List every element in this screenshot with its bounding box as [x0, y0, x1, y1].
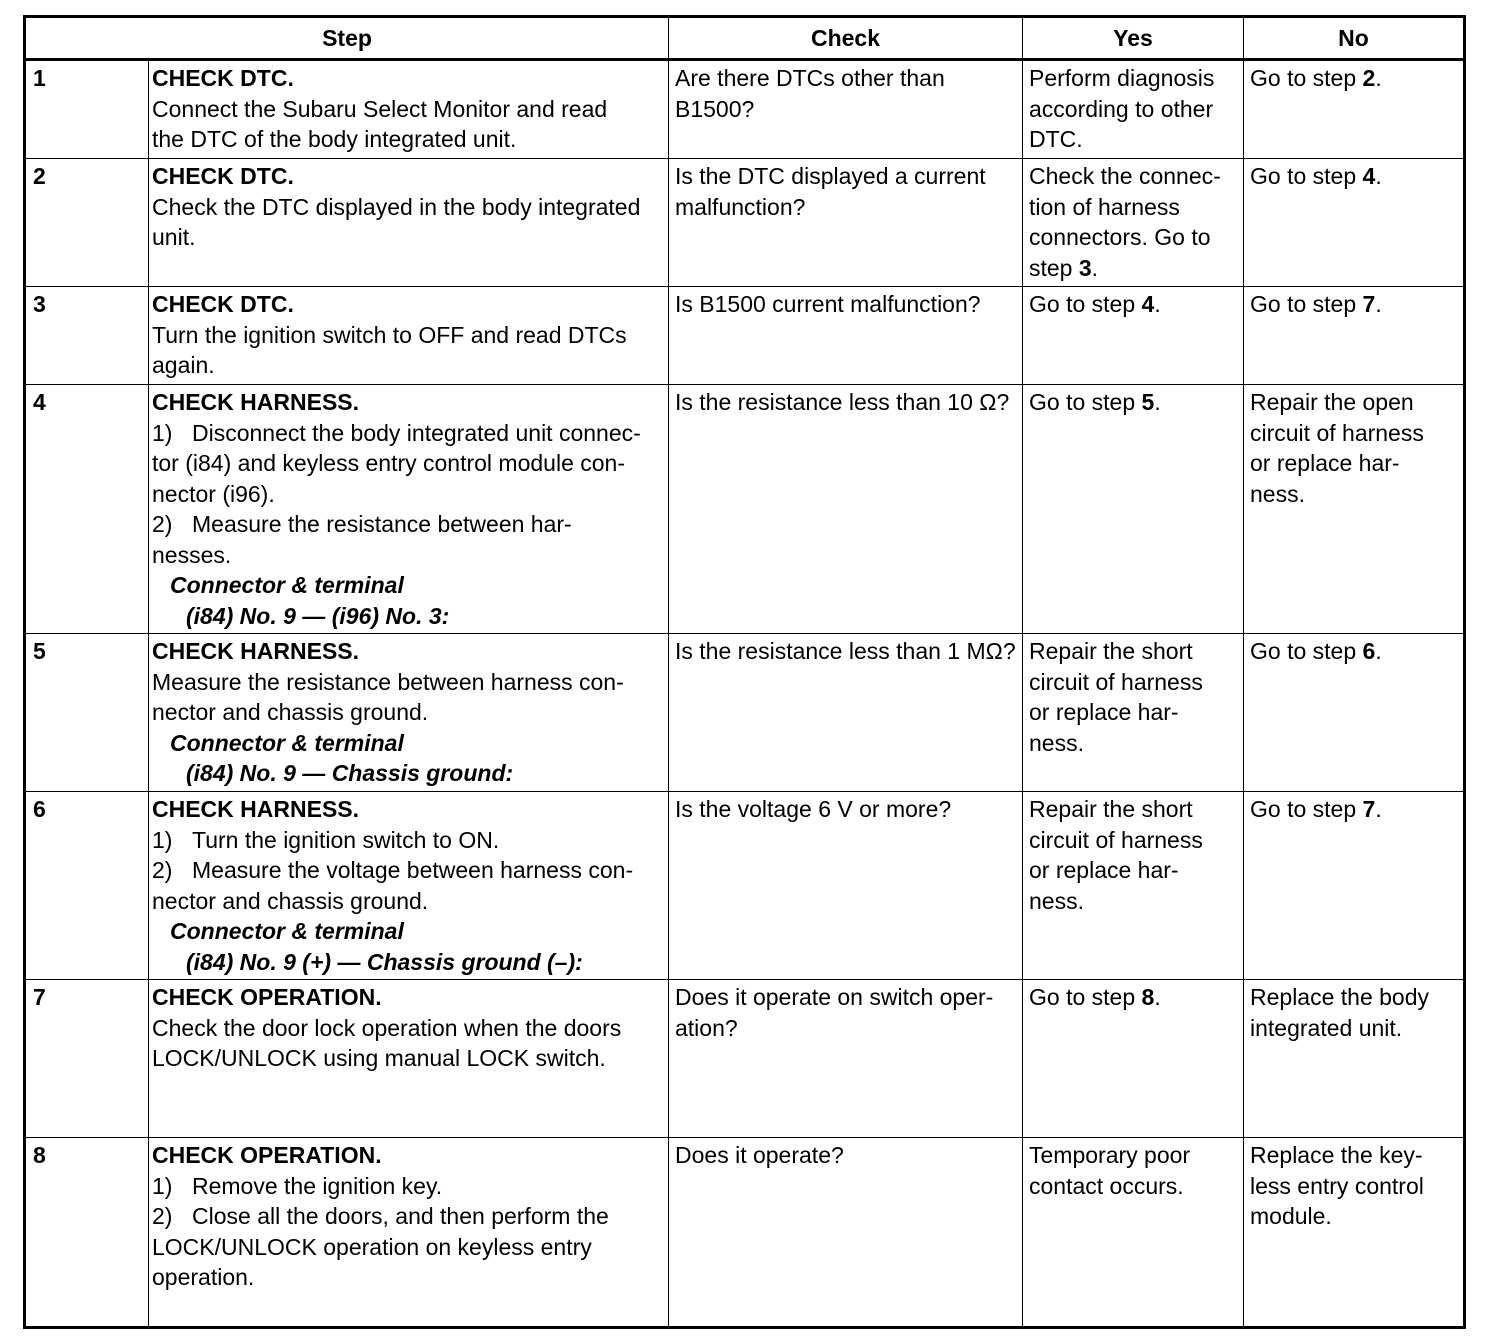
step-number: 6: [25, 792, 149, 980]
yes-cell: [1023, 634, 1244, 792]
yes-line: connectors. Go to: [1029, 224, 1211, 250]
item-text: LOCK/UNLOCK operation on keyless entry: [152, 1233, 592, 1260]
no-suffix: .: [1375, 65, 1382, 91]
step-item: [152, 448, 664, 479]
item-text: Measure the resistance between har-: [192, 511, 572, 537]
step-number: 5: [25, 634, 149, 792]
yes-line: circuit of harness: [1029, 668, 1203, 695]
connector-terminal-label: Connector & terminal: [170, 572, 404, 598]
table-row: [25, 385, 1465, 634]
check-cell: [669, 792, 1023, 980]
no-line: Repair the open: [1250, 389, 1414, 415]
step-description: [149, 634, 669, 792]
yes-suffix: .: [1154, 291, 1161, 317]
check-line: B1500?: [675, 95, 755, 122]
yes-suffix: .: [1154, 984, 1161, 1010]
check-line: ation?: [675, 1014, 738, 1041]
yes-line: tion of harness: [1029, 193, 1180, 220]
step-number: 2: [25, 159, 149, 287]
step-description: [149, 60, 669, 159]
step-line: Turn the ignition switch to OFF and read DTCs: [152, 321, 627, 348]
no-suffix: .: [1375, 291, 1382, 317]
yes-line: contact occurs.: [1029, 1172, 1184, 1199]
table-row: [25, 792, 1465, 980]
check-line: Is the resistance less than 10 Ω?: [675, 389, 1010, 415]
table-row: [25, 1138, 1465, 1328]
step-item: [152, 1262, 664, 1293]
no-text: Go to step: [1250, 638, 1363, 664]
no-suffix: .: [1375, 796, 1382, 822]
item-number: 2): [152, 511, 173, 537]
yes-cell: [1023, 980, 1244, 1138]
no-cell: [1244, 287, 1465, 385]
check-line: Are there DTCs other than: [675, 65, 945, 91]
step-description: [149, 159, 669, 287]
step-number: 8: [25, 1138, 149, 1328]
check-cell: [669, 287, 1023, 385]
no-suffix: .: [1375, 163, 1382, 189]
step-title: CHECK HARNESS.: [152, 638, 360, 664]
no-cell: [1244, 60, 1465, 159]
yes-line: according to other: [1029, 95, 1214, 122]
no-text: Go to step: [1250, 65, 1363, 91]
no-step-ref: 7: [1362, 796, 1376, 822]
connector-terminal-label: Connector & terminal: [170, 918, 404, 944]
item-number: 1): [152, 826, 173, 853]
yes-text: Go to step: [1029, 291, 1142, 317]
step-description: [149, 385, 669, 634]
step-item: [152, 540, 664, 571]
step-line: Check the door lock operation when the doors: [152, 1014, 622, 1041]
step-title: CHECK OPERATION.: [152, 984, 382, 1010]
check-line: Is the resistance less than 1 MΩ?: [675, 638, 1016, 664]
yes-cell: [1023, 792, 1244, 980]
yes-text: Go to step: [1029, 389, 1142, 415]
no-line: circuit of harness: [1250, 419, 1424, 446]
step-item: [152, 509, 664, 540]
diagnostic-procedure-table: [23, 15, 1466, 1329]
no-step-ref: 7: [1362, 291, 1376, 317]
yes-line: DTC.: [1029, 126, 1083, 152]
check-line: Is the voltage 6 V or more?: [675, 796, 952, 822]
step-item: [152, 825, 664, 856]
item-text: tor (i84) and keyless entry control module con-: [152, 450, 625, 476]
step-line: unit.: [152, 224, 196, 250]
no-step-ref: 2: [1362, 65, 1376, 91]
no-suffix: .: [1375, 638, 1382, 664]
item-text: Measure the voltage between harness con-: [192, 857, 634, 883]
item-number: 1): [152, 1172, 173, 1199]
yes-step-ref: 8: [1141, 984, 1155, 1010]
no-line: or replace har-: [1250, 450, 1400, 476]
no-line: module.: [1250, 1203, 1332, 1229]
table-row: [25, 60, 1465, 159]
step-description: [149, 1138, 669, 1328]
check-cell: [669, 634, 1023, 792]
step-line: Check the DTC displayed in the body integrated: [152, 193, 641, 220]
step-title: CHECK DTC.: [152, 65, 294, 91]
check-cell: [669, 385, 1023, 634]
header-row: [25, 17, 1465, 60]
connector-terminal-spec: (i84) No. 9 — (i96) No. 3:: [186, 602, 450, 629]
item-text: Disconnect the body integrated unit connec-: [192, 419, 641, 446]
step-description: [149, 980, 669, 1138]
step-number: 4: [25, 385, 149, 634]
step-item: [152, 418, 664, 449]
step-number: 1: [25, 60, 149, 159]
item-number: 1): [152, 419, 173, 446]
step-line: again.: [152, 352, 215, 378]
yes-cell: [1023, 385, 1244, 634]
check-cell: [669, 159, 1023, 287]
step-description: [149, 792, 669, 980]
check-line: Does it operate on switch oper-: [675, 984, 994, 1010]
step-item: [152, 1232, 664, 1263]
check-cell: [669, 1138, 1023, 1328]
step-number: 3: [25, 287, 149, 385]
step-title: CHECK OPERATION.: [152, 1142, 382, 1168]
no-text: Go to step: [1250, 163, 1363, 189]
item-text: nector (i96).: [152, 480, 275, 507]
table-row: [25, 634, 1465, 792]
item-text: Remove the ignition key.: [192, 1172, 443, 1199]
step-title: CHECK HARNESS.: [152, 796, 360, 822]
step-item: [152, 1171, 664, 1202]
step-title: CHECK DTC.: [152, 291, 294, 317]
check-cell: [669, 980, 1023, 1138]
yes-step-ref: 5: [1141, 389, 1155, 415]
step-description: [149, 287, 669, 385]
yes-line: Repair the short: [1029, 638, 1193, 664]
step-title: CHECK HARNESS.: [152, 389, 360, 415]
step-item: [152, 479, 664, 510]
check-line: malfunction?: [675, 193, 806, 220]
step-line: Connect the Subaru Select Monitor and read: [152, 95, 608, 122]
table-row: [25, 980, 1465, 1138]
step-line: the DTC of the body integrated unit.: [152, 126, 517, 152]
yes-line: Temporary poor: [1029, 1142, 1191, 1168]
header-no: No: [1244, 17, 1465, 60]
step-line: Measure the resistance between harness con-: [152, 668, 624, 695]
yes-step-ref: 4: [1141, 291, 1155, 317]
step-number: 7: [25, 980, 149, 1138]
yes-suffix: .: [1154, 389, 1161, 415]
table-row: [25, 159, 1465, 287]
no-cell: [1244, 980, 1465, 1138]
item-text: Close all the doors, and then perform the: [192, 1203, 609, 1229]
no-text: Go to step: [1250, 291, 1363, 317]
yes-line: or replace har-: [1029, 857, 1179, 883]
yes-line: ness.: [1029, 887, 1084, 914]
no-cell: [1244, 634, 1465, 792]
check-line: Does it operate?: [675, 1142, 844, 1168]
item-text: nesses.: [152, 541, 232, 568]
no-line: integrated unit.: [1250, 1014, 1403, 1041]
yes-line: Check the connec-: [1029, 163, 1221, 189]
yes-cell: [1023, 287, 1244, 385]
item-text: operation.: [152, 1264, 255, 1290]
check-cell: [669, 60, 1023, 159]
header-yes: Yes: [1023, 17, 1244, 60]
step-item: [152, 1201, 664, 1232]
check-line: Is the DTC displayed a current: [675, 163, 986, 189]
header-step: Step: [25, 17, 669, 60]
item-text: nector and chassis ground.: [152, 887, 429, 914]
connector-terminal-label: Connector & terminal: [170, 729, 404, 756]
yes-line: circuit of harness: [1029, 826, 1203, 853]
no-step-ref: 6: [1362, 638, 1376, 664]
yes-line: [1029, 253, 1239, 284]
table-row: [25, 287, 1465, 385]
step-item: [152, 886, 664, 917]
header-check: Check: [669, 17, 1023, 60]
step-line: nector and chassis ground.: [152, 699, 429, 725]
step-line: LOCK/UNLOCK using manual LOCK switch.: [152, 1045, 606, 1071]
step-title: CHECK DTC.: [152, 163, 294, 189]
yes-text: step: [1029, 254, 1079, 281]
yes-text: Go to step: [1029, 984, 1142, 1010]
yes-line: ness.: [1029, 729, 1084, 756]
check-line: Is B1500 current malfunction?: [675, 291, 981, 317]
yes-cell: [1023, 159, 1244, 287]
no-cell: [1244, 792, 1465, 980]
yes-line: or replace har-: [1029, 699, 1179, 725]
connector-terminal-spec: (i84) No. 9 — Chassis ground:: [186, 760, 514, 786]
yes-cell: [1023, 1138, 1244, 1328]
no-line: Replace the key-: [1250, 1142, 1423, 1168]
yes-cell: [1023, 60, 1244, 159]
step-item: [152, 855, 664, 886]
yes-suffix: .: [1091, 254, 1099, 281]
no-step-ref: 4: [1362, 163, 1376, 189]
no-cell: [1244, 159, 1465, 287]
item-text: Turn the ignition switch to ON.: [192, 826, 500, 853]
connector-terminal-spec: (i84) No. 9 (+) — Chassis ground (–):: [186, 948, 583, 975]
item-number: 2): [152, 1203, 173, 1229]
yes-line: Repair the short: [1029, 796, 1193, 822]
no-line: ness.: [1250, 480, 1305, 507]
no-text: Go to step: [1250, 796, 1363, 822]
item-number: 2): [152, 857, 173, 883]
no-line: less entry control: [1250, 1172, 1424, 1199]
no-line: Replace the body: [1250, 984, 1430, 1010]
no-cell: [1244, 385, 1465, 634]
yes-step-ref: 3: [1078, 254, 1092, 281]
no-cell: [1244, 1138, 1465, 1328]
yes-line: Perform diagnosis: [1029, 65, 1215, 91]
